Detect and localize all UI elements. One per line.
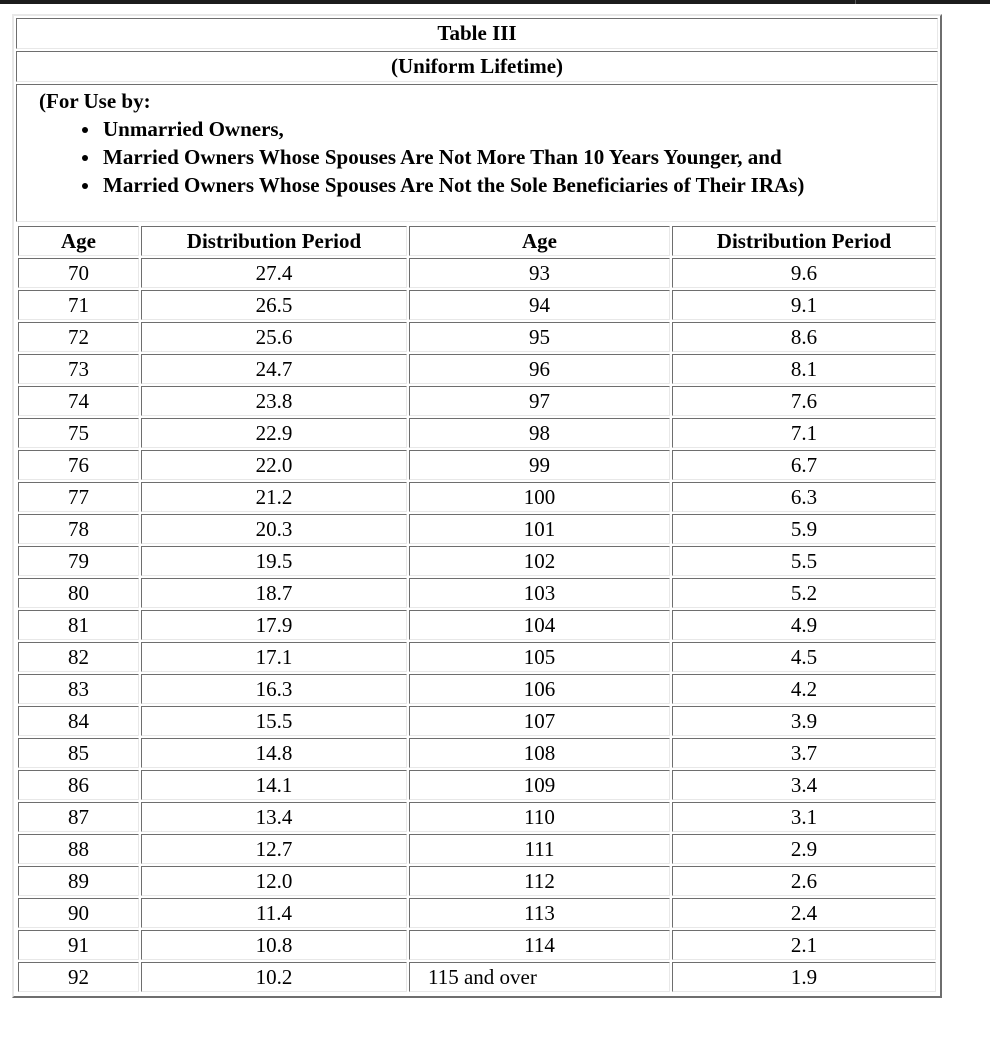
table-row <box>18 258 936 288</box>
cell-age-left: 90 <box>18 898 139 928</box>
table-row <box>18 802 936 832</box>
distribution-table <box>16 224 938 994</box>
cell-age-left: 76 <box>18 450 139 480</box>
table-row <box>18 514 936 544</box>
cell-distribution-left: 13.4 <box>141 802 407 832</box>
table-row <box>18 450 936 480</box>
cell-age-right: 107 <box>409 706 670 736</box>
cell-distribution-right: 3.9 <box>672 706 936 736</box>
cell-age-left: 81 <box>18 610 139 640</box>
cell-distribution-left: 21.2 <box>141 482 407 512</box>
cell-age-right: 95 <box>409 322 670 352</box>
cell-distribution-right: 4.9 <box>672 610 936 640</box>
table-row <box>18 386 936 416</box>
cell-distribution-right: 6.3 <box>672 482 936 512</box>
cell-distribution-left: 25.6 <box>141 322 407 352</box>
cell-age-left: 79 <box>18 546 139 576</box>
cell-age-left: 92 <box>18 962 139 992</box>
cell-distribution-right: 5.2 <box>672 578 936 608</box>
cell-distribution-right: 8.6 <box>672 322 936 352</box>
cell-distribution-left: 27.4 <box>141 258 407 288</box>
cell-distribution-right: 9.6 <box>672 258 936 288</box>
header-distribution-left: Distribution Period <box>141 226 407 256</box>
table-row <box>18 642 936 672</box>
uniform-lifetime-table <box>12 14 942 998</box>
cell-age-right: 110 <box>409 802 670 832</box>
table-row <box>18 866 936 896</box>
cell-distribution-left: 14.1 <box>141 770 407 800</box>
cell-age-left: 84 <box>18 706 139 736</box>
cell-age-left: 83 <box>18 674 139 704</box>
table-row <box>18 418 936 448</box>
cell-distribution-left: 17.9 <box>141 610 407 640</box>
cell-distribution-right: 9.1 <box>672 290 936 320</box>
cell-distribution-right: 2.1 <box>672 930 936 960</box>
cell-distribution-left: 19.5 <box>141 546 407 576</box>
cell-age-right: 114 <box>409 930 670 960</box>
cell-distribution-left: 18.7 <box>141 578 407 608</box>
cell-age-right: 101 <box>409 514 670 544</box>
cell-distribution-left: 10.8 <box>141 930 407 960</box>
cell-distribution-left: 16.3 <box>141 674 407 704</box>
data-wrapper <box>16 224 938 994</box>
cell-distribution-left: 24.7 <box>141 354 407 384</box>
cell-distribution-right: 1.9 <box>672 962 936 992</box>
cell-age-right: 112 <box>409 866 670 896</box>
cell-age-right: 102 <box>409 546 670 576</box>
cell-age-right: 100 <box>409 482 670 512</box>
cell-age-right: 96 <box>409 354 670 384</box>
cell-age-right: 106 <box>409 674 670 704</box>
usage-note-intro: (For Use by: <box>39 89 151 113</box>
cell-age-right: 99 <box>409 450 670 480</box>
cell-distribution-right: 7.1 <box>672 418 936 448</box>
cell-distribution-right: 3.1 <box>672 802 936 832</box>
cell-age-left: 89 <box>18 866 139 896</box>
cell-distribution-right: 2.4 <box>672 898 936 928</box>
cell-age-right: 98 <box>409 418 670 448</box>
table-row <box>18 738 936 768</box>
cell-age-right: 109 <box>409 770 670 800</box>
cell-age-left: 78 <box>18 514 139 544</box>
cell-age-right: 105 <box>409 642 670 672</box>
table-row <box>18 290 936 320</box>
header-distribution-right: Distribution Period <box>672 226 936 256</box>
table-row <box>18 706 936 736</box>
table-body <box>18 258 936 992</box>
table-row <box>18 962 936 992</box>
cell-distribution-right: 2.6 <box>672 866 936 896</box>
cell-age-right: 108 <box>409 738 670 768</box>
cell-distribution-right: 7.6 <box>672 386 936 416</box>
usage-note-item-married-younger: • Married Owners Whose Spouses Are Not More Than 10 Years Younger, and <box>101 143 937 171</box>
cell-age-left: 85 <box>18 738 139 768</box>
cell-age-right: 113 <box>409 898 670 928</box>
table-subtitle: (Uniform Lifetime) <box>16 51 938 82</box>
cell-age-left: 80 <box>18 578 139 608</box>
cell-age-left: 75 <box>18 418 139 448</box>
cell-age-right: 111 <box>409 834 670 864</box>
cell-distribution-left: 23.8 <box>141 386 407 416</box>
cell-age-right: 97 <box>409 386 670 416</box>
cell-distribution-left: 14.8 <box>141 738 407 768</box>
table-row <box>18 354 936 384</box>
table-row <box>18 578 936 608</box>
cell-distribution-right: 4.5 <box>672 642 936 672</box>
cell-distribution-right: 8.1 <box>672 354 936 384</box>
table-title: Table III <box>16 18 938 49</box>
table-row <box>18 898 936 928</box>
cell-distribution-left: 12.7 <box>141 834 407 864</box>
cell-distribution-left: 15.5 <box>141 706 407 736</box>
table-row <box>18 770 936 800</box>
usage-note-item-married-not-sole: • Married Owners Whose Spouses Are Not the Sole Beneficiaries of Their IRAs) <box>101 171 937 199</box>
table-row <box>18 610 936 640</box>
header-age-right: Age <box>409 226 670 256</box>
cell-age-left: 86 <box>18 770 139 800</box>
cell-age-left: 73 <box>18 354 139 384</box>
cell-age-left: 77 <box>18 482 139 512</box>
header-row <box>18 226 936 256</box>
usage-note <box>16 84 938 222</box>
cell-distribution-left: 22.0 <box>141 450 407 480</box>
table-row <box>18 930 936 960</box>
cell-distribution-right: 4.2 <box>672 674 936 704</box>
cell-age-right: 103 <box>409 578 670 608</box>
cell-age-right: 104 <box>409 610 670 640</box>
cell-age-right: 93 <box>409 258 670 288</box>
cell-distribution-right: 6.7 <box>672 450 936 480</box>
cell-distribution-left: 11.4 <box>141 898 407 928</box>
cell-distribution-right: 2.9 <box>672 834 936 864</box>
cell-age-left: 70 <box>18 258 139 288</box>
cell-age-right: 94 <box>409 290 670 320</box>
table-row <box>18 322 936 352</box>
cell-distribution-left: 22.9 <box>141 418 407 448</box>
table-row <box>18 674 936 704</box>
top-bar-divider <box>855 0 856 4</box>
cell-distribution-right: 3.4 <box>672 770 936 800</box>
header-age-left: Age <box>18 226 139 256</box>
outer-table <box>14 16 940 996</box>
cell-age-left: 71 <box>18 290 139 320</box>
table-row <box>18 546 936 576</box>
table-row <box>18 482 936 512</box>
cell-age-left: 72 <box>18 322 139 352</box>
cell-age-left: 82 <box>18 642 139 672</box>
cell-distribution-left: 10.2 <box>141 962 407 992</box>
cell-distribution-right: 5.5 <box>672 546 936 576</box>
cell-age-left: 91 <box>18 930 139 960</box>
cell-age-left: 74 <box>18 386 139 416</box>
cell-age-left: 88 <box>18 834 139 864</box>
cell-age-left: 87 <box>18 802 139 832</box>
cell-distribution-left: 12.0 <box>141 866 407 896</box>
usage-note-item-unmarried: • Unmarried Owners, <box>101 115 937 143</box>
usage-note-list <box>39 115 937 199</box>
cell-distribution-right: 5.9 <box>672 514 936 544</box>
cell-distribution-left: 20.3 <box>141 514 407 544</box>
cell-distribution-left: 17.1 <box>141 642 407 672</box>
cell-age-right: 115 and over <box>409 962 670 992</box>
cell-distribution-right: 3.7 <box>672 738 936 768</box>
window-top-bar <box>0 0 990 4</box>
table-row <box>18 834 936 864</box>
cell-distribution-left: 26.5 <box>141 290 407 320</box>
